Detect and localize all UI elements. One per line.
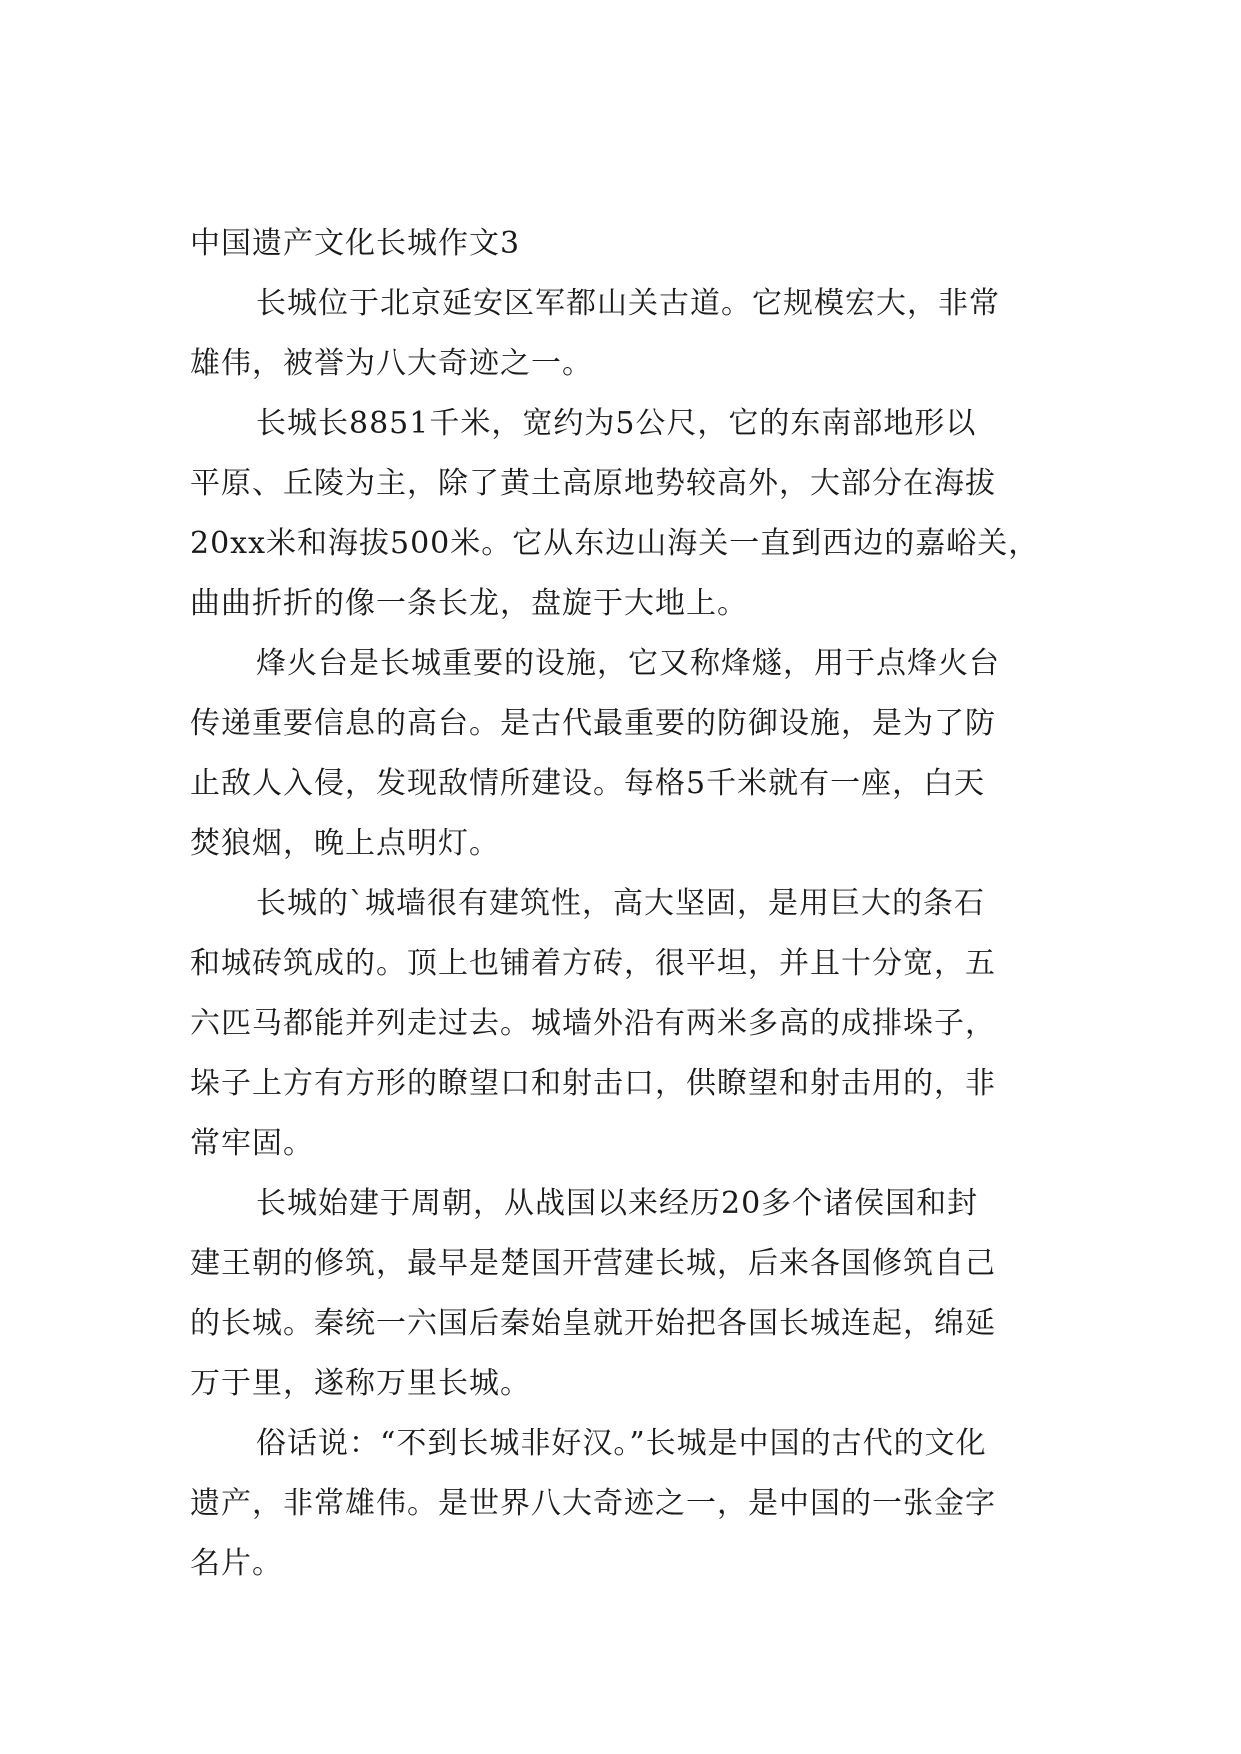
paragraph-3: 烽火台是长城重要的设施，它又称烽燧，用于点烽火台 传递重要信息的高台。是古代最重要的防御设施，是为了防 止敌人入侵，发现敌情所建设。每格5千米就有一座，白天 焚狼烟，晚上点明灯。	[190, 646, 1000, 861]
paragraph-1: 长城位于北京延安区军都山关古道。它规模宏大，非常 雄伟，被誉为八大奇迹之一。	[190, 286, 1000, 381]
paragraph-6: 俗话说：“不到长城非好汉。”长城是中国的古代的文化 遗产，非常雄伟。是世界八大奇迹之一，是中国的一张金字 名片。	[190, 1426, 996, 1581]
paragraph-2: 长城长8851千米，宽约为5公尺，它的东南部地形以 平原、丘陵为主，除了黄土高原地势较高外，大部分在海拔 20xx米和海拔500米。它从东边山海关一直到西边的嘉峪关， 曲曲折折的像一条长龙，盘旋于大地上。	[190, 406, 1040, 621]
document-title: 中国遗产文化长城作文3	[190, 226, 521, 261]
paragraph-5: 长城始建于周朝，从战国以来经历20多个诸侯国和封 建王朝的修筑，最早是楚国开营建长城，后来各国修筑自己 的长城。秦统一六国后秦始皇就开始把各国长城连起，绵延 万于里，遂称万里长城。	[190, 1186, 996, 1401]
paragraph-4: 长城的`城墙很有建筑性，高大坚固，是用巨大的条石 和城砖筑成的。顶上也铺着方砖，很平坦，并且十分宽，五 六匹马都能并列走过去。城墙外沿有两米多高的成排垛子， 垛子上方有方形的瞭望口和射击口，供瞭望和射击用的，非 常牢固。	[190, 886, 996, 1161]
document-body	[190, 214, 1052, 1594]
